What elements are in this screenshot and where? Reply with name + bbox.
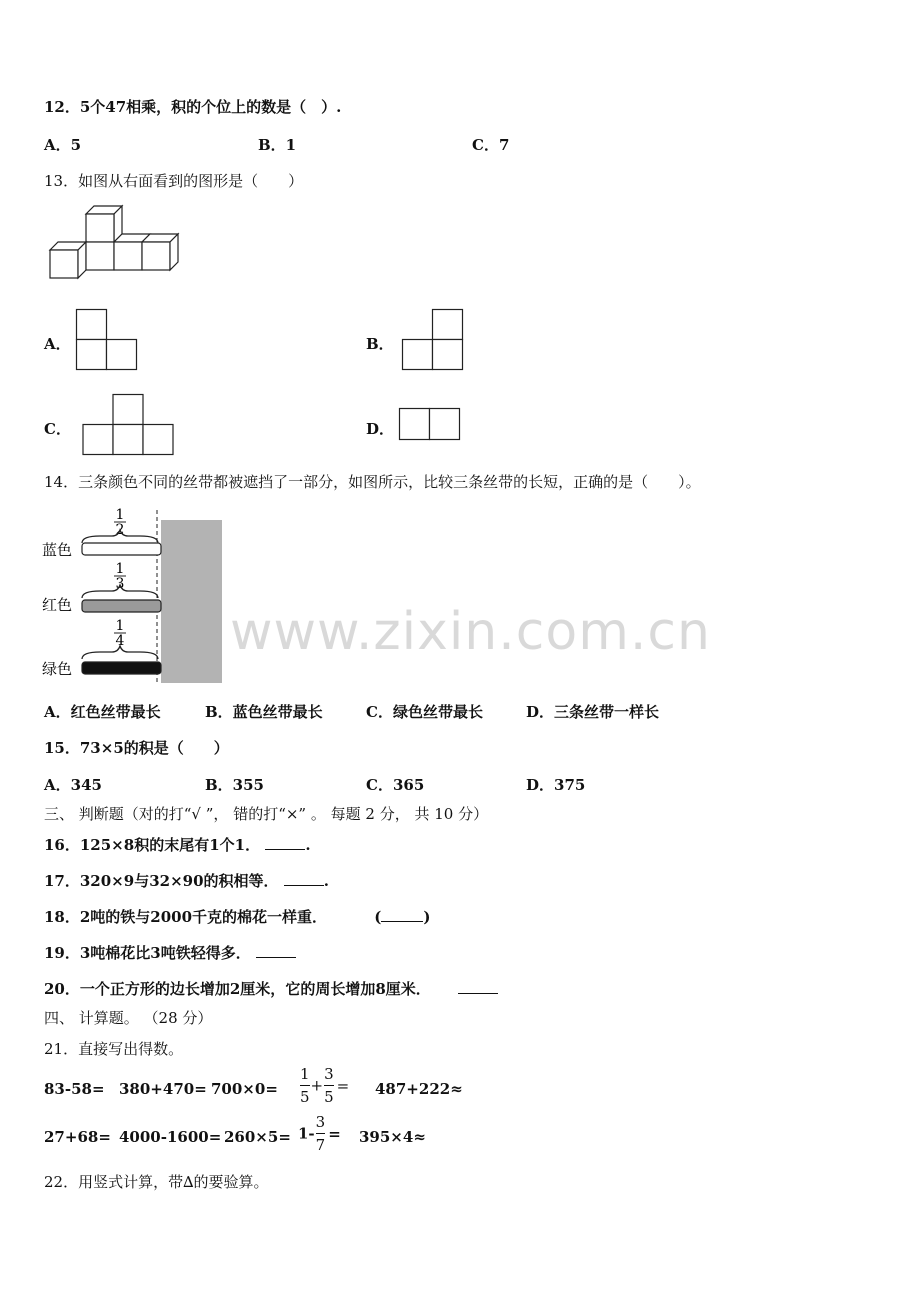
fraction-3-5: $\frac{3}{5}$ bbox=[324, 1065, 334, 1106]
question-13-stem: 13．如图从右面看到的图形是（ ） bbox=[44, 172, 304, 190]
q13-label-d[interactable]: D． bbox=[366, 420, 395, 438]
q13-label-b[interactable]: B． bbox=[366, 335, 394, 353]
q12-option-a[interactable]: A．5 bbox=[44, 136, 82, 154]
question-20 bbox=[44, 978, 498, 999]
q12-option-b[interactable]: B．1 bbox=[258, 136, 297, 154]
ribbon-blue-label: 蓝色 bbox=[42, 541, 73, 559]
q13-option-a-figure[interactable] bbox=[76, 309, 138, 371]
question-22-stem: 22．用竖式计算，带∆的要验算。 bbox=[44, 1173, 269, 1191]
ribbon-red-bar bbox=[82, 600, 161, 612]
q16-text: 16．125×8积的末尾有1个1． bbox=[44, 836, 261, 854]
q13-label-a[interactable]: A． bbox=[44, 335, 71, 353]
q17-answer-blank[interactable] bbox=[284, 885, 324, 886]
question-19 bbox=[44, 942, 296, 963]
q21-item-1[interactable]: 83-58= bbox=[44, 1080, 105, 1098]
ribbon-blue-bar bbox=[82, 543, 161, 555]
q15-option-a[interactable]: A．345 bbox=[44, 776, 102, 794]
cube-stack-figure bbox=[46, 204, 181, 280]
question-17: 17．320×9与32×90的积相等． . bbox=[44, 872, 329, 890]
q13-option-b-figure[interactable] bbox=[402, 309, 464, 371]
ribbon-green-numerator: 1 bbox=[115, 618, 125, 634]
q21-item-9[interactable]: 1- $\frac{3}{7}$ = bbox=[298, 1113, 341, 1154]
ribbon-green-label: 绿色 bbox=[42, 660, 73, 678]
ribbon-blue-numerator: 1 bbox=[115, 507, 125, 523]
q18-answer-blank[interactable] bbox=[381, 921, 423, 922]
q13-option-c-figure[interactable] bbox=[82, 394, 175, 456]
ribbon-red-numerator: 1 bbox=[115, 561, 125, 577]
ribbon-red-label: 红色 bbox=[42, 596, 73, 614]
question-12-stem: 12．5个47相乘，积的个位上的数是（ ）. bbox=[44, 98, 342, 116]
section-4-heading: 四、 计算题。 （28 分） bbox=[44, 1009, 213, 1027]
ribbon-green-bar bbox=[82, 662, 161, 674]
question-14-stem: 14．三条颜色不同的丝带都被遮挡了一部分，如图所示，比较三条丝带的长短，正确的是（ ）。 bbox=[44, 473, 701, 491]
question-18: 18．2吨的铁与2000千克的棉花一样重． ( ) bbox=[44, 908, 431, 926]
q20-answer-blank[interactable] bbox=[458, 993, 498, 994]
q13-label-c[interactable]: C． bbox=[44, 420, 71, 438]
q20-text: 20．一个正方形的边长增加2厘米，它的周长增加8厘米． bbox=[44, 980, 431, 998]
question-15-stem: 15．73×5的积是（ ） bbox=[44, 739, 229, 757]
section-3-heading: 三、 判断题（对的打“√ ”， 错的打“×” 。 每题 2 分， 共 10 分） bbox=[44, 805, 489, 823]
q15-option-d[interactable]: D．375 bbox=[526, 776, 586, 794]
q18-text: 18．2吨的铁与2000千克的棉花一样重． bbox=[44, 908, 328, 926]
q21-item-3[interactable]: 700×0= bbox=[211, 1080, 278, 1098]
q21-item-6[interactable]: 27+68= bbox=[44, 1128, 111, 1146]
q13-option-d-figure[interactable] bbox=[399, 408, 461, 441]
q21-item-10[interactable]: 395×4≈ bbox=[359, 1128, 426, 1146]
q14-option-c[interactable]: C．绿色丝带最长 bbox=[366, 703, 483, 721]
q21-item-5[interactable]: 487+222≈ bbox=[375, 1080, 463, 1098]
q19-answer-blank[interactable] bbox=[256, 957, 296, 958]
q21-item-8[interactable]: 260×5= bbox=[224, 1128, 291, 1146]
q15-option-b[interactable]: B．355 bbox=[205, 776, 264, 794]
watermark: www.zixin.com.cn bbox=[230, 602, 711, 662]
ribbon-blue-denominator: 2 bbox=[115, 522, 125, 538]
fraction-3-7: $\frac{3}{7}$ bbox=[315, 1113, 326, 1154]
q21-item-2[interactable]: 380+470= bbox=[119, 1080, 207, 1098]
ribbon-green-denominator: 4 bbox=[115, 633, 125, 649]
q17-text: 17．320×9与32×90的积相等． bbox=[44, 872, 279, 890]
question-16: 16．125×8积的末尾有1个1． . bbox=[44, 836, 311, 854]
ribbon-red-denominator: 3 bbox=[115, 576, 125, 592]
q14-option-b[interactable]: B．蓝色丝带最长 bbox=[205, 703, 323, 721]
ribbon-figure bbox=[40, 506, 225, 686]
q14-option-a[interactable]: A．红色丝带最长 bbox=[44, 703, 161, 721]
q15-option-c[interactable]: C．365 bbox=[366, 776, 425, 794]
q21-item-7[interactable]: 4000-1600= bbox=[119, 1128, 222, 1146]
fraction-1-5: $\frac{1}{5}$ bbox=[300, 1065, 310, 1106]
question-21-stem: 21．直接写出得数。 bbox=[44, 1040, 184, 1058]
q21-item-4[interactable]: $\frac{1}{5}$ + $\frac{3}{5}$ = bbox=[300, 1065, 350, 1106]
q14-option-d[interactable]: D．三条丝带一样长 bbox=[526, 703, 660, 721]
q16-answer-blank[interactable] bbox=[265, 849, 305, 850]
q19-text: 19．3吨棉花比3吨铁轻得多． bbox=[44, 944, 251, 962]
q12-option-c[interactable]: C．7 bbox=[472, 136, 510, 154]
